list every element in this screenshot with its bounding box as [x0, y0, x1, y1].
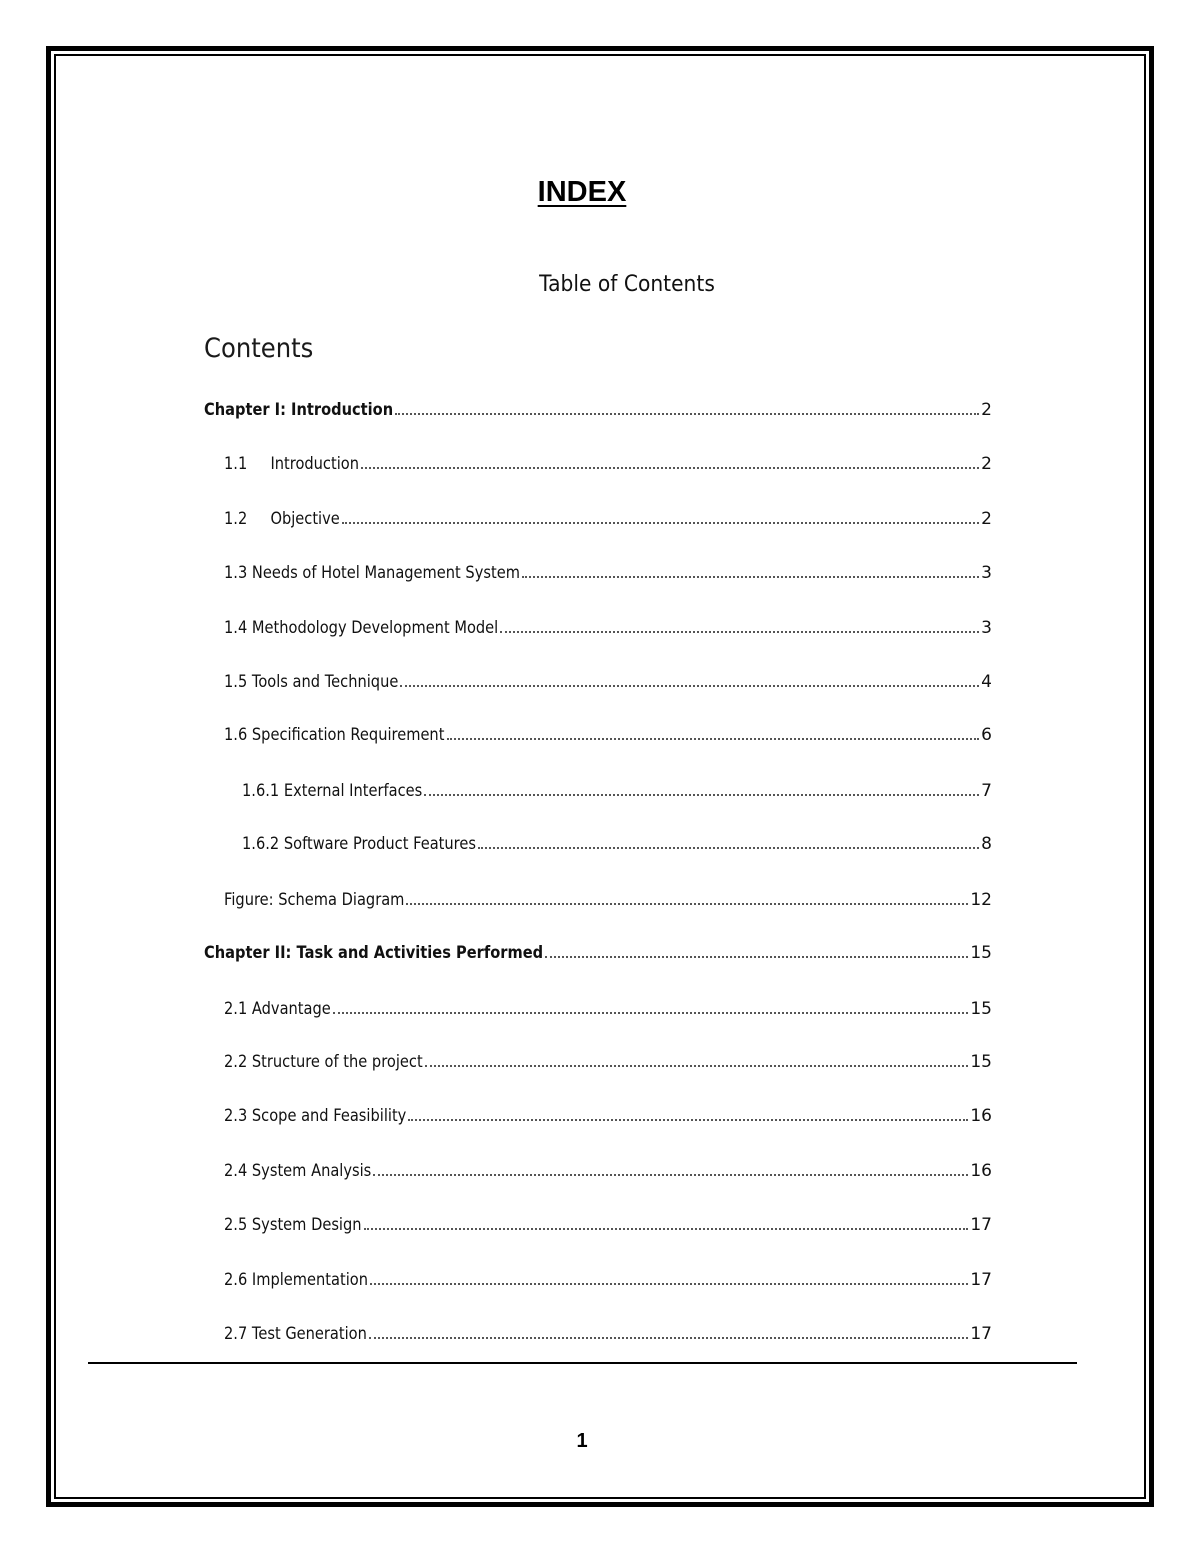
dot-leader — [369, 1336, 968, 1339]
document-title: INDEX — [537, 176, 627, 208]
toc-entry-page: 12 — [970, 890, 992, 910]
toc-entry-page: 16 — [970, 1161, 992, 1181]
dot-leader — [364, 1227, 969, 1230]
toc-entry-page: 4 — [981, 672, 992, 692]
toc-entry-label: 1.3 Needs of Hotel Management System — [224, 563, 520, 583]
toc-entry-text — [224, 1106, 406, 1126]
toc-entry-text — [224, 1215, 362, 1235]
toc-entry-text — [224, 454, 359, 474]
toc-entry-label: Figure: Schema Diagram — [224, 890, 405, 910]
dot-leader — [500, 630, 979, 633]
toc-entry-label: 1.6 Specification Requirement — [224, 725, 445, 745]
toc-entry-text — [224, 1052, 423, 1072]
toc-entry[interactable] — [204, 1320, 992, 1344]
toc-entry-page: 8 — [981, 834, 992, 854]
toc-entry[interactable] — [204, 1048, 992, 1072]
dot-leader — [545, 955, 968, 958]
toc-entry-text — [224, 1270, 368, 1290]
toc-entry-label: Chapter I: Introduction — [204, 400, 394, 420]
toc-entry-text — [224, 725, 444, 745]
dot-leader — [406, 902, 968, 905]
contents-heading: Contents — [204, 333, 314, 364]
toc-entry-text — [242, 781, 422, 801]
dot-leader — [373, 1173, 968, 1176]
dot-leader — [424, 793, 979, 796]
dot-leader — [447, 737, 980, 740]
toc-entry-text — [224, 509, 340, 529]
toc-entry-text — [224, 890, 404, 910]
toc-entry-text — [224, 672, 398, 692]
toc-entry-label: 1.6.1 External Interfaces — [242, 781, 423, 801]
toc-entry-page: 17 — [970, 1324, 992, 1344]
toc-entry-page: 15 — [970, 943, 992, 963]
toc-entry-label: 1.6.2 Software Product Features — [242, 834, 476, 854]
toc-entry-label: 2.3 Scope and Feasibility — [224, 1106, 407, 1126]
toc-entry[interactable] — [204, 396, 992, 420]
toc-entry-text — [224, 563, 520, 583]
dot-leader — [370, 1282, 968, 1285]
toc-entry-page: 2 — [981, 454, 992, 474]
toc-entry-label: 2.5 System Design — [224, 1215, 362, 1235]
toc-entry-number: 1.1 — [224, 454, 248, 474]
toc-entry-label: 2.6 Implementation — [224, 1270, 368, 1290]
toc-entry-page: 17 — [970, 1215, 992, 1235]
toc-entry[interactable] — [204, 995, 992, 1019]
toc-entry-page: 3 — [981, 563, 992, 583]
document-subtitle: Table of Contents — [539, 272, 715, 297]
toc-entry[interactable] — [204, 614, 992, 638]
dot-leader — [400, 684, 979, 687]
toc-entry-page: 15 — [970, 1052, 992, 1072]
toc-entry-text — [224, 618, 498, 638]
toc-entry[interactable] — [204, 1211, 992, 1235]
toc-entry-text — [224, 1161, 371, 1181]
toc-entry[interactable] — [204, 1157, 992, 1181]
toc-entry-text — [224, 999, 331, 1019]
toc-entry-label: 2.1 Advantage — [224, 999, 331, 1019]
toc-entry-label: 1.5 Tools and Technique — [224, 672, 399, 692]
toc-entry-page: 3 — [981, 618, 992, 638]
toc-entry-page: 2 — [981, 509, 992, 529]
toc-entry[interactable] — [204, 559, 992, 583]
toc-entry[interactable] — [204, 1266, 992, 1290]
toc-entry-label: Objective — [270, 509, 340, 529]
toc-entry-page: 16 — [970, 1106, 992, 1126]
toc-entry[interactable] — [204, 830, 992, 854]
toc-entry-number: 1.2 — [224, 509, 248, 529]
toc-entry[interactable] — [204, 505, 992, 529]
toc-entry-text — [204, 943, 543, 963]
dot-leader — [425, 1064, 969, 1067]
toc-entry[interactable] — [204, 721, 992, 745]
toc-entry-label: 2.7 Test Generation — [224, 1324, 367, 1344]
toc-entry-page: 15 — [970, 999, 992, 1019]
dot-leader — [408, 1118, 968, 1121]
dot-leader — [395, 412, 979, 415]
toc-entry-label: 2.4 System Analysis — [224, 1161, 372, 1181]
toc-entry[interactable] — [204, 668, 992, 692]
toc-entry-label: Introduction — [270, 454, 359, 474]
toc-entry-label: 2.2 Structure of the project — [224, 1052, 423, 1072]
toc-entry-page: 6 — [981, 725, 992, 745]
toc-entry-label: 1.4 Methodology Development Model — [224, 618, 499, 638]
toc-entry[interactable] — [204, 777, 992, 801]
dot-leader — [333, 1011, 969, 1014]
toc-entry-page: 7 — [981, 781, 992, 801]
toc-entry-page: 2 — [981, 400, 992, 420]
toc-entry-text — [224, 1324, 367, 1344]
toc-entry[interactable] — [204, 886, 992, 910]
toc-entry-text — [242, 834, 476, 854]
dot-leader — [361, 466, 979, 469]
toc-entry-page: 17 — [970, 1270, 992, 1290]
dot-leader — [342, 521, 979, 524]
dot-leader — [522, 575, 979, 578]
toc-entry[interactable] — [204, 939, 992, 963]
toc-entry[interactable] — [204, 450, 992, 474]
dot-leader — [478, 846, 979, 849]
footer-rule — [88, 1362, 1077, 1364]
page-number: 1 — [576, 1430, 588, 1452]
toc-entry[interactable] — [204, 1102, 992, 1126]
toc-entry-label: Chapter II: Task and Activities Performed — [204, 943, 544, 963]
toc-entry-text — [204, 400, 393, 420]
